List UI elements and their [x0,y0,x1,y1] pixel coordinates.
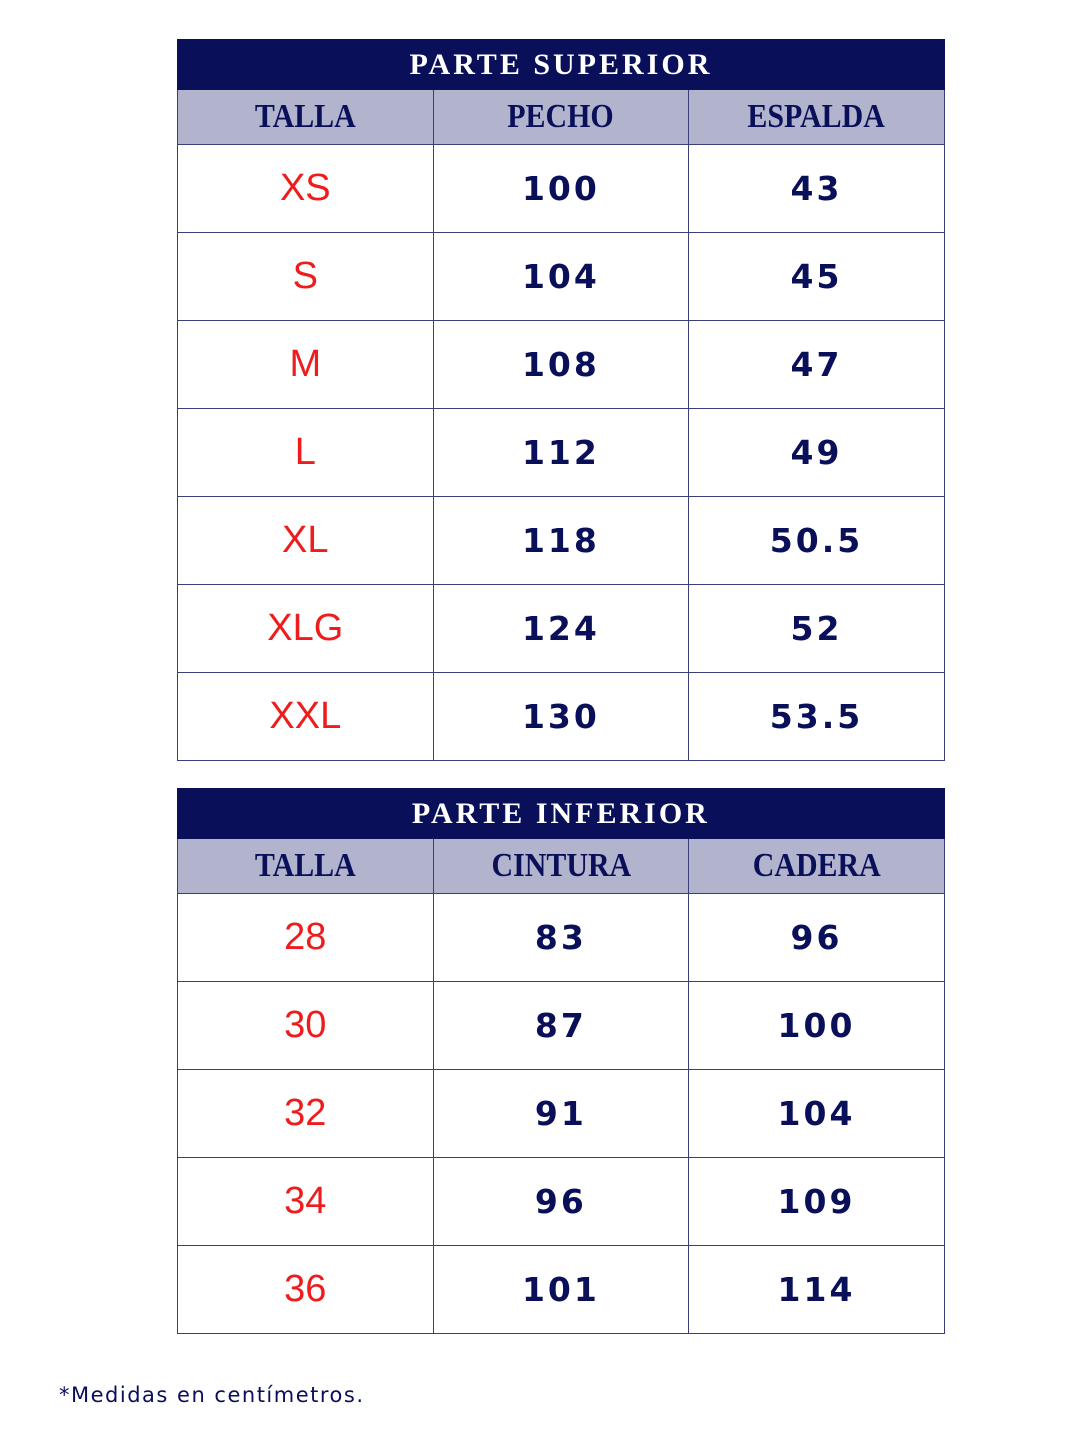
bottom-table-title-row [178,789,945,839]
column-header-talla [178,839,434,894]
waist-cell: 101 [433,1246,689,1334]
size-cell: 28 [178,894,434,982]
size-cell: XL [178,497,434,585]
top-table-title: PARTE SUPERIOR [178,40,945,90]
table-row [178,233,945,321]
size-cell: XXL [178,673,434,761]
column-header-label: TALLA [254,98,356,135]
back-cell: 49 [689,409,945,497]
column-header-label: CADERA [752,847,881,884]
bottom-table-title: PARTE INFERIOR [178,789,945,839]
table-row [178,894,945,982]
chest-cell: 100 [433,145,689,233]
back-cell: 50.5 [689,497,945,585]
size-cell: 34 [178,1158,434,1246]
bottom-table-header-row [178,839,945,894]
back-cell: 47 [689,321,945,409]
column-header-label: PECHO [507,98,615,135]
chest-cell: 104 [433,233,689,321]
chest-cell: 112 [433,409,689,497]
table-row [178,145,945,233]
measurement-footnote: *Medidas en centímetros. [59,1383,365,1407]
table-row [178,409,945,497]
table-row [178,497,945,585]
column-header-espalda [689,90,945,145]
top-size-table [177,39,945,761]
column-header-label: CINTURA [491,847,631,884]
table-row [178,585,945,673]
top-table-title-row [178,40,945,90]
back-cell: 52 [689,585,945,673]
waist-cell: 91 [433,1070,689,1158]
hip-cell: 109 [689,1158,945,1246]
waist-cell: 87 [433,982,689,1070]
column-header-cintura [433,839,689,894]
chest-cell: 130 [433,673,689,761]
column-header-cadera [689,839,945,894]
hip-cell: 96 [689,894,945,982]
waist-cell: 96 [433,1158,689,1246]
size-cell: 32 [178,1070,434,1158]
table-row [178,982,945,1070]
chest-cell: 108 [433,321,689,409]
bottom-size-table [177,788,945,1334]
size-cell: S [178,233,434,321]
top-table-header-row [178,90,945,145]
back-cell: 53.5 [689,673,945,761]
chest-cell: 124 [433,585,689,673]
table-row [178,321,945,409]
size-cell: XLG [178,585,434,673]
column-header-label: TALLA [254,847,356,884]
size-cell: XS [178,145,434,233]
column-header-talla [178,90,434,145]
hip-cell: 114 [689,1246,945,1334]
table-row [178,1246,945,1334]
hip-cell: 100 [689,982,945,1070]
column-header-label: ESPALDA [747,98,886,135]
hip-cell: 104 [689,1070,945,1158]
size-cell: M [178,321,434,409]
size-cell: 36 [178,1246,434,1334]
table-row [178,1158,945,1246]
waist-cell: 83 [433,894,689,982]
chest-cell: 118 [433,497,689,585]
size-cell: L [178,409,434,497]
table-row [178,1070,945,1158]
table-row [178,673,945,761]
back-cell: 43 [689,145,945,233]
size-cell: 30 [178,982,434,1070]
column-header-pecho [433,90,689,145]
back-cell: 45 [689,233,945,321]
